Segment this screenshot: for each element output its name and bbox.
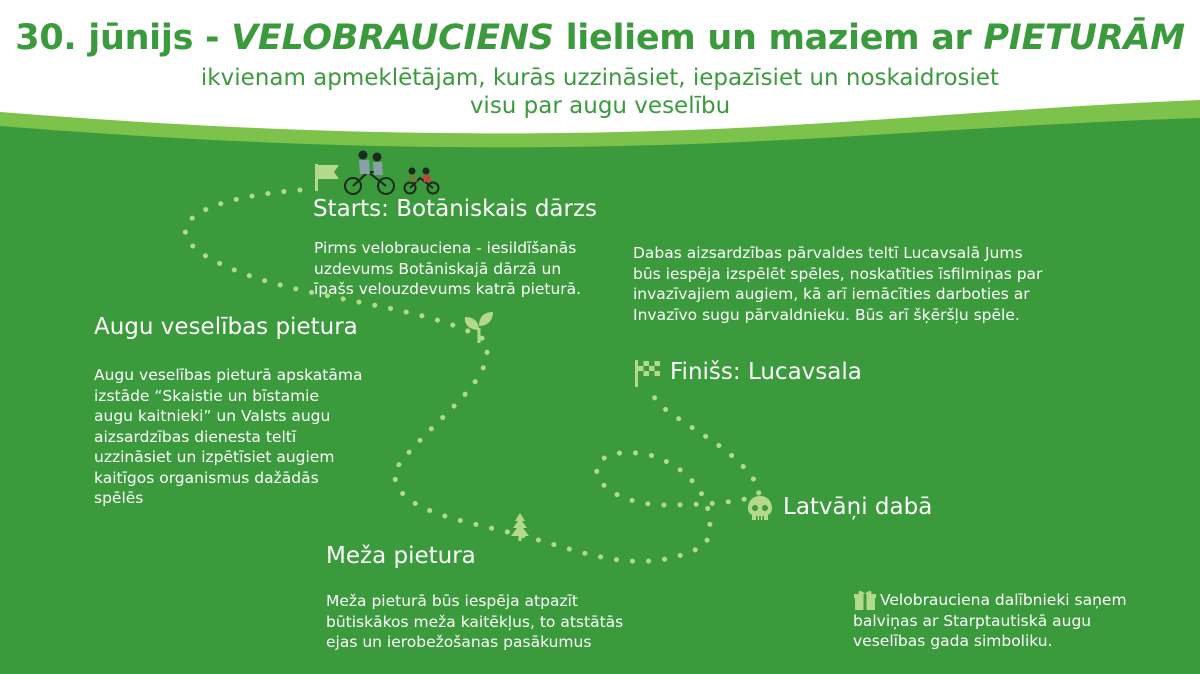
- text-line: veselības gada simboliku.: [853, 632, 1053, 650]
- text-line: spēlēs: [94, 489, 144, 507]
- text-line: izstāde “Skaistie un bīstamie: [94, 386, 320, 405]
- cyclists-icon: [342, 148, 442, 196]
- text-line: uzdevums Botāniskajā dārzā un: [314, 259, 562, 278]
- title-mid: lieliem un maziem ar: [565, 18, 972, 58]
- start-flag-icon: [312, 162, 342, 192]
- text-line: Invazīvo sugu pārvaldnieku. Būs arī šķēršļu spēle.: [633, 305, 1020, 324]
- forest-description: [326, 591, 623, 653]
- text-line: uzzināsiet un izpētīsiet augiem: [94, 448, 335, 466]
- latvani-heading: Latvāņi dabā: [783, 494, 933, 520]
- text-line: ejas un ierobežošanas pasākumus: [326, 633, 592, 651]
- text-line: kaitīgos organismus dažādās: [94, 468, 319, 487]
- text-line: būs iespēja izspēlēt spēles, noskatīties īsfilmiņas par: [633, 264, 1043, 283]
- text-line: būtiskākos meža kaitēkļus, to atstātās: [326, 612, 624, 631]
- page-title: [0, 18, 1200, 58]
- nature-tent-description: [633, 243, 1042, 325]
- prizes-description: [853, 590, 1127, 652]
- page-subtitle: [0, 64, 1200, 120]
- plant-health-heading: Augu veselības pietura: [94, 314, 358, 340]
- text-line: īpašs velouzdevums katrā pieturā.: [314, 280, 582, 298]
- title-date: 30. jūnijs -: [15, 18, 220, 58]
- text-line: aizsardzības dienesta teltī: [94, 427, 297, 446]
- text-line: invazīvajiem augiem, kā arī iemācīties darboties ar: [633, 285, 1030, 303]
- text-line: Velobrauciena dalībnieki saņem: [880, 591, 1127, 609]
- text-line: Meža pieturā būs iespēja atpazīt: [326, 592, 578, 610]
- plant-health-description: [94, 365, 362, 509]
- sprout-icon: [463, 310, 495, 344]
- start-description: [314, 238, 581, 300]
- finish-flag-icon: [633, 358, 663, 388]
- text-line: balviņas ar Starptautiskā augu: [853, 611, 1092, 630]
- subtitle-line: visu par augu veselību: [469, 93, 731, 119]
- text-line: augu kaitnieki” un Valsts augu: [94, 407, 331, 425]
- text-line: Augu veselības pieturā apskatāma: [94, 366, 363, 384]
- finish-heading: Finišs: Lucavsala: [670, 359, 862, 385]
- forest-heading: Meža pietura: [326, 543, 476, 569]
- subtitle-line: ikvienam apmeklētājam, kurās uzzināsiet, iepazīsiet un noskaidrosiet: [200, 65, 1000, 91]
- title-stops: PIETURĀM: [983, 18, 1185, 58]
- fir-tree-icon: [509, 512, 531, 542]
- title-event: VELOBRAUCIENS: [231, 18, 554, 58]
- skull-icon: [746, 495, 774, 523]
- text-line: Pirms velobrauciena - iesildīšanās: [314, 239, 577, 257]
- start-heading: Starts: Botāniskais dārzs: [313, 196, 598, 222]
- text-line: Dabas aizsardzības pārvaldes teltī Lucavsalā Jums: [633, 244, 1023, 262]
